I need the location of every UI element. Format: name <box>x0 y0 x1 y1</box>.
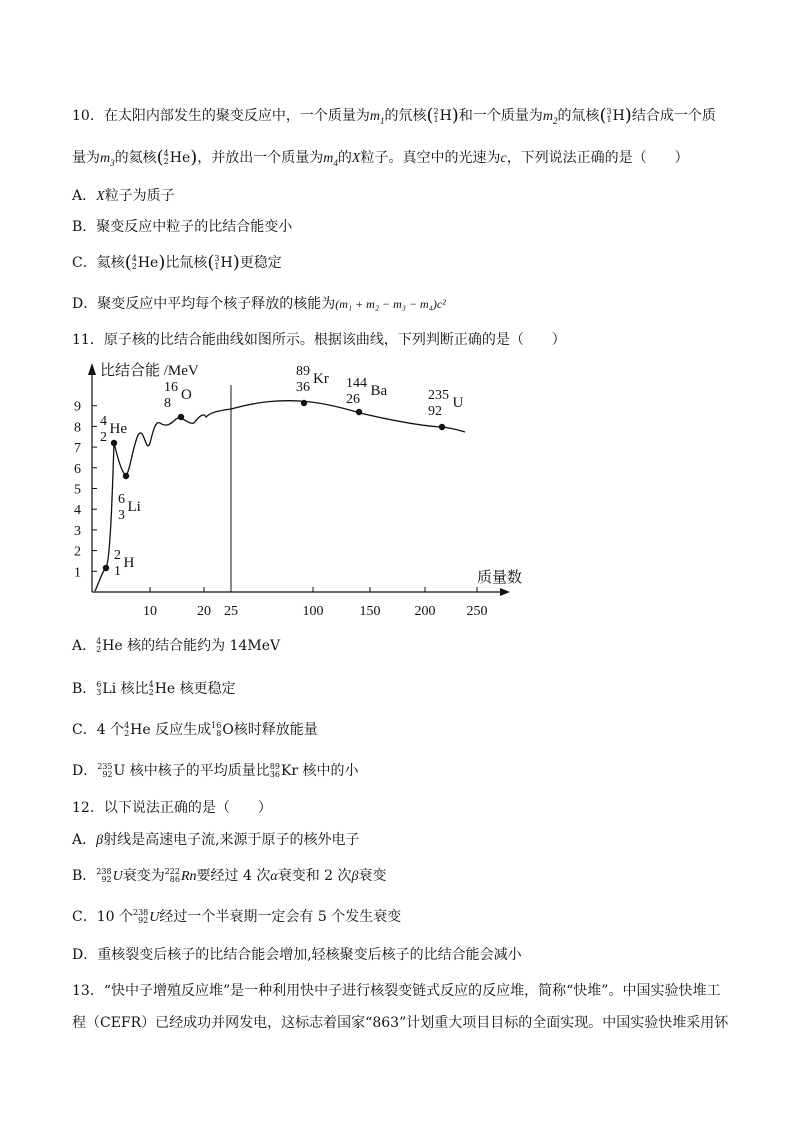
y-tick-label: 9 <box>74 399 81 415</box>
nuclide-point-he <box>111 440 117 446</box>
y-ticks <box>74 400 97 581</box>
option-label: C．4 个 <box>72 722 125 738</box>
y-axis-title: 比结合能 /MeV <box>100 363 199 379</box>
radon-symbol: Rn <box>180 869 197 884</box>
q10-text: 的 <box>337 150 352 166</box>
uranium-nuclide: 235 92 <box>97 762 113 779</box>
option-text: D．聚变反应中平均每个核子释放的核能为 <box>72 296 336 312</box>
q10-text: 的氦核 <box>114 150 157 166</box>
uranium-symbol: U <box>149 910 160 925</box>
helium-nuclide: 4 2 <box>96 637 102 654</box>
nuclide-atomic-number: 26 <box>346 392 360 407</box>
q11-option-d[interactable] <box>72 761 359 781</box>
option-label: A． <box>72 832 97 848</box>
option-text: 更稳定 <box>239 255 282 271</box>
x-tick-label: 200 <box>414 604 436 619</box>
x-tick-label: 100 <box>302 604 324 619</box>
uranium-symbol: U <box>112 869 123 884</box>
q11-option-b[interactable] <box>72 679 236 699</box>
uranium-238-nuclide: 238 92 <box>132 908 149 925</box>
nuclide-atomic-number: 2 <box>100 430 107 445</box>
x-tick-label: 250 <box>466 604 488 619</box>
helium-nuclide: 4 2 <box>148 680 154 697</box>
nuclide-mass-number: 4 <box>100 414 107 429</box>
q10-text: 量为 <box>72 150 100 166</box>
x-axis-arrow <box>500 588 510 596</box>
nuclide-symbol: O <box>181 387 192 403</box>
binding-energy-chart <box>0 355 794 625</box>
question-text: 12．以下说法正确的是（ ） <box>72 800 272 816</box>
option-label: B． <box>72 681 97 697</box>
y-tick-label: 5 <box>74 482 81 498</box>
nuclide-symbol: Ba <box>370 383 388 399</box>
option-text: O核时释放能量 <box>222 722 318 738</box>
helium-nuclide: 4 2 <box>131 254 137 271</box>
option-label: A． <box>72 188 97 204</box>
q13-line2 <box>72 1013 728 1033</box>
y-tick-label: 7 <box>74 441 81 457</box>
q10-text: 和一个质量为 <box>458 108 543 124</box>
nuclide-atomic-number: 36 <box>296 380 310 395</box>
x-tick-label: 10 <box>143 604 157 619</box>
option-text: D．重核裂变后核子的比结合能会增加,轻核聚变后核子的比结合能会减小 <box>72 947 522 963</box>
option-label: C．10 个 <box>72 909 133 925</box>
krypton-nuclide: 89 36 <box>269 762 280 779</box>
q10-text: 的氘核 <box>384 108 427 124</box>
option-text: 粒子为质子 <box>104 188 175 204</box>
q12-stem <box>72 798 272 818</box>
m1-symbol: $m_1$ <box>369 109 385 126</box>
x-tick-label: 25 <box>224 604 238 619</box>
x-particle-symbol: X <box>96 189 105 204</box>
option-text: 经过一个半衰期一定会有 5 个发生衰变 <box>159 909 402 925</box>
q10-option-b[interactable] <box>72 217 292 237</box>
nuclide-point-li <box>123 473 129 479</box>
q10-text: 粒子。真空中的光速为 <box>360 150 501 166</box>
helium-nuclide: 4 2 <box>124 721 130 738</box>
y-tick-label: 3 <box>74 523 81 539</box>
lithium-nuclide: 6 3 <box>96 680 102 697</box>
beta-symbol: β <box>351 869 359 884</box>
q12-option-b[interactable] <box>72 866 387 887</box>
y-tick-label: 6 <box>74 461 81 477</box>
option-text: He 核更稳定 <box>154 681 236 697</box>
nuclide-mass-number: 89 <box>296 364 310 379</box>
option-text: 衰变和 2 次 <box>277 868 352 884</box>
option-text: 要经过 4 次 <box>196 868 271 884</box>
tritium-nuclide: 3 1 <box>214 254 220 271</box>
q10-option-c[interactable]: C．氦核( 4 2 He)比氚核( 3 1 H)更稳定 <box>72 252 282 273</box>
q10-text: 的氚核 <box>557 108 600 124</box>
q10-option-d[interactable] <box>72 294 446 314</box>
option-text: He 反应生成 <box>130 722 212 738</box>
nuclide-mass-number: 144 <box>346 376 367 391</box>
alpha-symbol: α <box>270 869 278 884</box>
nuclide-symbol: He <box>109 421 127 437</box>
nuclide-symbol: H <box>123 555 135 571</box>
q11-option-c[interactable] <box>72 720 318 740</box>
q11-stem <box>72 330 566 350</box>
option-label: D． <box>72 763 98 779</box>
c-symbol: c <box>500 151 507 166</box>
q10-stem-line2: 量为$m_3$的氦核( 4 2 He)，并放出一个质量为$m_4$的X粒子。真空中的光速为c，下列说法正确的是（ ） <box>72 147 689 168</box>
q13-line1 <box>72 981 720 1001</box>
x-particle-symbol: X <box>351 151 361 166</box>
tritium-nuclide: 3 1 <box>606 107 612 124</box>
m2-symbol: $m_2$ <box>542 109 558 126</box>
question-text: 13．“快中子增殖反应堆”是一种利用快中子进行核裂变链式反应的反应堆，简称“快堆”。中国实验快堆工 <box>72 983 721 999</box>
x-axis-title: 质量数 <box>477 570 523 586</box>
nuclide-point-u <box>439 424 445 430</box>
option-text: 射线是高速电子流,来源于原子的核外电子 <box>103 832 360 848</box>
q10-stem-line1: 10．在太阳内部发生的聚变反应中，一个质量为$m_1$的氘核( 2 1 H)和一个质量为$m_2$的氚核( 3 1 H)结合成一个质 <box>72 105 716 126</box>
helium-nuclide: 4 2 <box>163 149 169 166</box>
y-tick-label: 1 <box>74 565 81 581</box>
q12-option-d[interactable] <box>72 945 522 965</box>
y-axis-arrow <box>88 363 96 375</box>
nuclide-atomic-number: 1 <box>114 564 121 579</box>
q12-option-c[interactable] <box>72 907 401 928</box>
question-text: 程（CEFR）已经成功并网发电，这标志着国家“863”计划重大项目目标的全面实现。中国实验快堆采用钚 <box>72 1015 729 1031</box>
y-tick-label: 8 <box>74 420 81 436</box>
energy-formula: (m₁ + m₂ − m₃ − m₄)c² <box>335 297 446 311</box>
nuclide-mass-number: 6 <box>118 492 125 507</box>
q12-option-a[interactable] <box>72 830 360 851</box>
nuclide-point-o <box>178 414 184 420</box>
q10-text: ，下列说法正确的是（ ） <box>506 150 689 166</box>
beta-symbol: β <box>96 833 104 848</box>
nuclide-mass-number: 2 <box>114 548 121 563</box>
nuclide-point-ba <box>356 409 362 415</box>
option-text: Kr 核中的小 <box>280 763 359 779</box>
q11-option-a[interactable] <box>72 636 280 656</box>
q10-text: ，并放出一个质量为 <box>197 150 324 166</box>
nuclide-mass-number: 16 <box>164 380 178 395</box>
option-text: He 核的结合能约为 14MeV <box>102 638 281 654</box>
radon-nuclide: 222 86 <box>164 867 180 884</box>
q10-text: 结合成一个质 <box>631 108 716 124</box>
nuclide-point-kr <box>301 400 307 406</box>
option-text: 衰变为 <box>122 868 165 884</box>
q10-option-a[interactable] <box>72 186 175 207</box>
nuclide-point-h <box>103 565 109 571</box>
option-text: 比氚核 <box>165 255 208 271</box>
m4-symbol: $m_4$ <box>323 151 338 168</box>
uranium-238-nuclide: 238 92 <box>96 867 112 884</box>
option-text: U 核中核子的平均质量比 <box>113 763 270 779</box>
nuclide-mass-number: 235 <box>428 388 449 403</box>
option-text: B．聚变反应中粒子的比结合能变小 <box>72 219 293 235</box>
y-tick-label: 2 <box>74 544 81 560</box>
nuclide-symbol: U <box>452 395 464 411</box>
q10-text: 10．在太阳内部发生的聚变反应中，一个质量为 <box>72 108 370 124</box>
nuclide-symbol: Li <box>127 499 141 515</box>
deuterium-nuclide: 2 1 <box>433 107 439 124</box>
option-text: Li 核比 <box>102 681 149 697</box>
y-tick-label: 4 <box>74 503 81 519</box>
binding-energy-curve <box>95 401 465 591</box>
oxygen-nuclide: 16 8 <box>211 721 222 738</box>
nuclide-atomic-number: 3 <box>118 508 125 523</box>
m3-symbol: $m_3$ <box>100 151 115 168</box>
nuclide-symbol: Kr <box>313 371 329 387</box>
option-label: A． <box>72 638 97 654</box>
nuclide-atomic-number: 92 <box>428 404 442 419</box>
x-tick-label: 20 <box>197 604 211 619</box>
x-tick-label: 150 <box>359 604 381 619</box>
option-label: B． <box>72 868 97 884</box>
question-text: 11．原子核的比结合能曲线如图所示。根据该曲线，下列判断正确的是（ ） <box>72 332 566 348</box>
nuclide-atomic-number: 8 <box>164 396 171 411</box>
option-text: C．氦核 <box>72 255 125 271</box>
chart-points <box>100 364 464 579</box>
option-text: 衰变 <box>358 868 387 884</box>
